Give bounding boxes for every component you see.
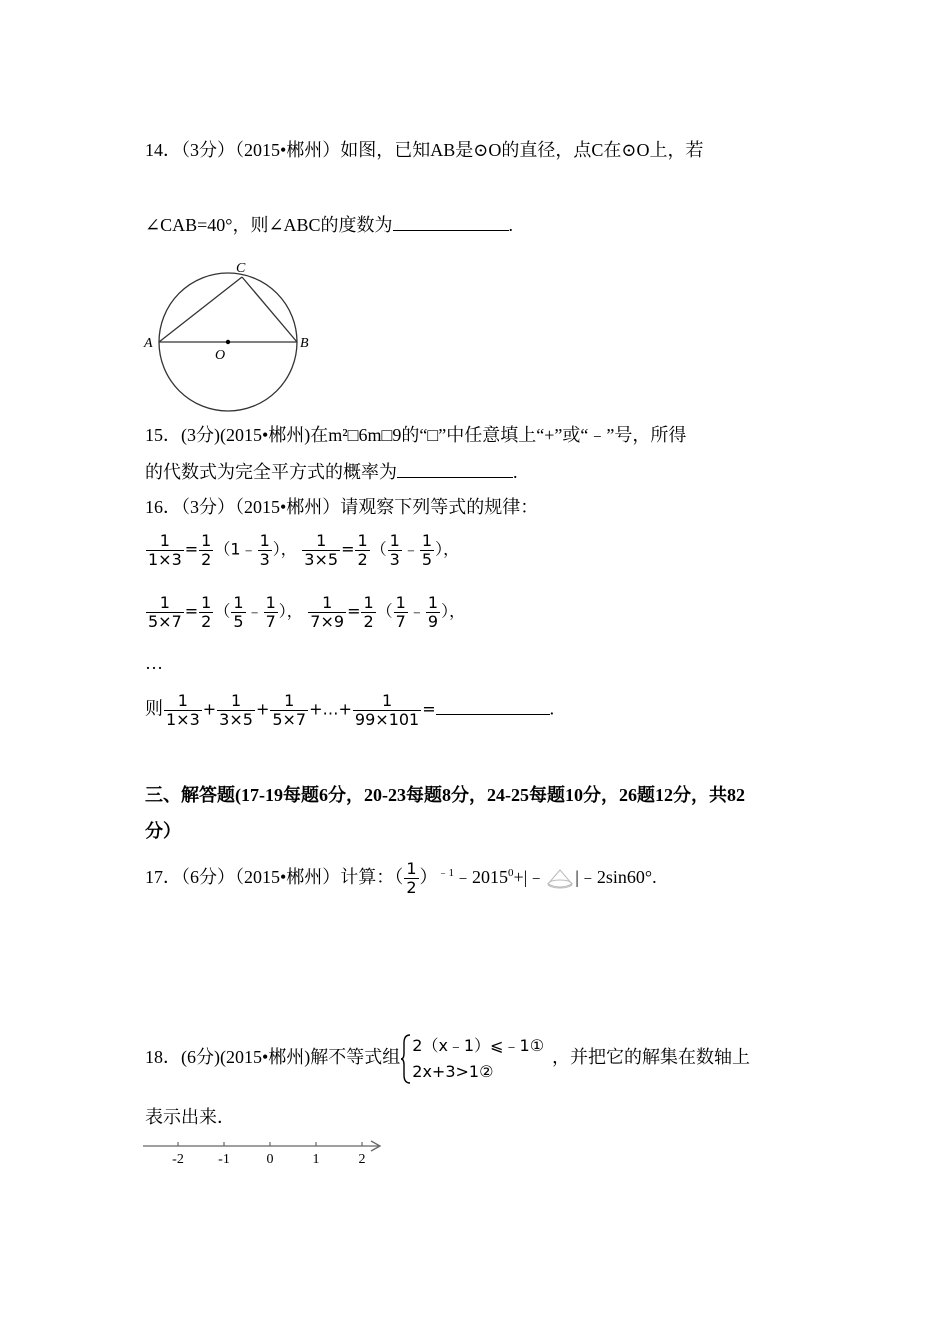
label-c: C [236, 261, 246, 276]
axis-tick-label: 0 [266, 1152, 274, 1167]
q16-ellipsis: … [145, 653, 163, 673]
axis-tick-label: -2 [172, 1152, 184, 1167]
q15-line1: 15．(3分)(2015•郴州)在m²□6m□9的“□”中任意填上“+”或“﹣”号，所得 [145, 425, 687, 445]
inequality-system: 2（x﹣1）⩽﹣1① 2x+3>1② [412, 1035, 545, 1081]
label-a: A [144, 336, 153, 351]
q16-eq-row1: $\frac{1}{1\times 3}$ = $\frac{1}{2}$ （1﹣ $\frac{1}{3}$ ）， $\frac{1}{3\times 5}$ = $\frac{1}{2}$ （ $\frac{1}{3}$ ﹣ $\frac{1}{5}$ ）， [148, 531, 460, 569]
q16-sum-row: 则 $\frac{1}{1\times 3}$ + $\frac{1}{3\times 5}$ + $\frac{1}{5\times 7}$ +…+ $\frac{1}{99\times 101}$ = . [145, 691, 555, 729]
circle-figure [138, 255, 318, 415]
q14-line1: 14．（3分）（2015•郴州）如图，已知AB是⊙O的直径，点C在⊙O上，若 [145, 140, 704, 160]
q18-line2: 表示出来． [145, 1107, 235, 1127]
answer-blank [393, 212, 509, 231]
axis-tick-label: 1 [312, 1152, 320, 1167]
cone-image-placeholder [545, 868, 575, 890]
answer-blank [397, 459, 513, 478]
axis-tick-label: -1 [218, 1152, 230, 1167]
q17-line: 17．（6分）（2015•郴州）计算：（ $\frac{1}{2}$ ）$^{﹣1}﹣2015^0+|﹣$ |﹣2sin60°. [145, 859, 657, 898]
q18-line1: 18．(6分)(2015•郴州)解不等式组 2（x﹣1）⩽﹣1① 2x+3>1② ，并把它的解集在数轴上 [145, 1027, 750, 1087]
number-line [143, 1136, 388, 1168]
section3-heading-line2: 分） [145, 821, 181, 841]
q16-eq-row2: $\frac{1}{5\times 7}$ = $\frac{1}{2}$ （ $\frac{1}{5}$ ﹣ $\frac{1}{7}$ ）， $\frac{1}{7\times 9}$ = $\frac{1}{2}$ （ $\frac{1}{7}$ ﹣ $\frac{1}{9}$ ）， [148, 593, 466, 631]
q15-line2: 的代数式为完全平方式的概率为 . [145, 459, 518, 485]
brace-icon [400, 1033, 412, 1085]
label-o: O [215, 348, 226, 363]
section3-heading-line1: 三、解答题(17-19每题6分，20-23每题8分，24-25每题10分，26题12分，共82 [145, 785, 745, 805]
label-b: B [300, 336, 309, 351]
axis-tick-label: 2 [358, 1152, 366, 1167]
q16-line1: 16．（3分）（2015•郴州）请观察下列等式的规律： [145, 497, 539, 517]
q14-line2: ∠CAB=40°，则∠ABC的度数为 . [145, 212, 513, 238]
answer-blank [436, 696, 550, 715]
